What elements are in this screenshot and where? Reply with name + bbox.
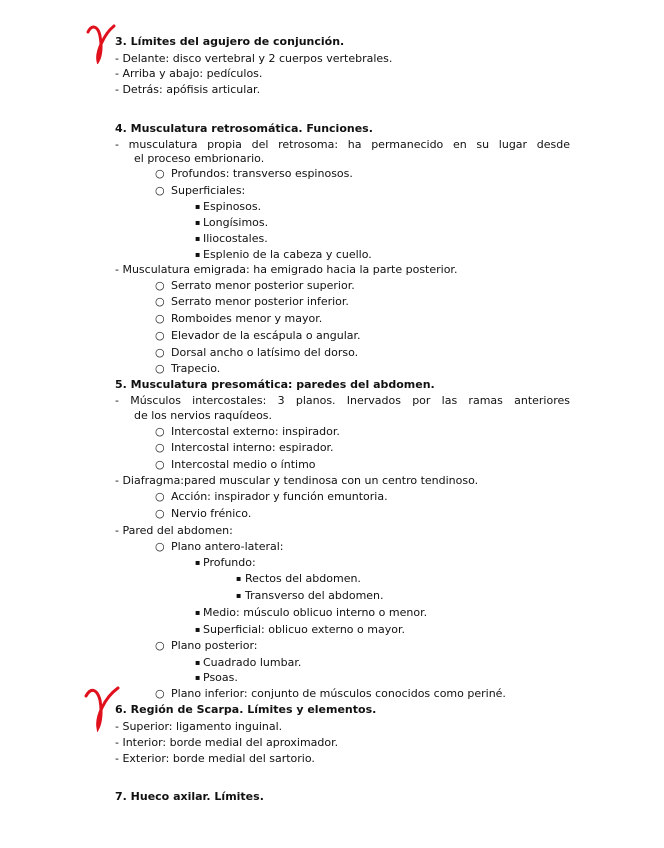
section-3-title: 3. Límites del agujero de conjunción. — [115, 35, 345, 48]
square-bullet: ▪ — [195, 625, 201, 634]
section-4-intro: - musculatura propia del retrosoma: ha permanecido en su lugar desde — [115, 138, 570, 151]
section-3-line: - Arriba y abajo: pedículos. — [115, 67, 263, 80]
list-item: Plano inferior: conjunto de músculos conocidos como periné. — [171, 687, 506, 700]
list-item: Profundo: — [203, 556, 256, 569]
list-item: Cuadrado lumbar. — [203, 656, 302, 669]
square-bullet: ▪ — [236, 591, 242, 600]
section-5-title: 5. Musculatura presomática: paredes del abdomen. — [115, 378, 435, 391]
circle-bullet: ○ — [155, 167, 165, 180]
section-4-intro-cont: el proceso embrionario. — [134, 152, 265, 165]
section-6-title: 6. Región de Scarpa. Límites y elementos. — [115, 703, 377, 716]
list-item: Plano antero-lateral: — [171, 540, 284, 553]
section-5-intercostal: - Músculos intercostales: 3 planos. Inervados por las ramas anteriores — [115, 394, 570, 407]
list-item: Psoas. — [203, 671, 238, 684]
circle-bullet: ○ — [155, 295, 165, 308]
list-item: Romboides menor y mayor. — [171, 312, 323, 325]
list-item: Nervio frénico. — [171, 507, 252, 520]
section-6-line: - Interior: borde medial del aproximador. — [115, 736, 339, 749]
square-bullet: ▪ — [195, 218, 201, 227]
list-item: Trapecio. — [171, 362, 221, 375]
section-7-title: 7. Hueco axilar. Límites. — [115, 790, 264, 803]
circle-bullet: ○ — [155, 458, 165, 471]
circle-bullet: ○ — [155, 312, 165, 325]
list-item: Esplenio de la cabeza y cuello. — [203, 248, 372, 261]
section-4-title: 4. Musculatura retrosomática. Funciones. — [115, 122, 373, 135]
circle-bullet: ○ — [155, 540, 165, 553]
square-bullet: ▪ — [195, 558, 201, 567]
list-item: Superficial: oblicuo externo o mayor. — [203, 623, 405, 636]
section-3-line: - Detrás: apófisis articular. — [115, 83, 261, 96]
circle-bullet: ○ — [155, 441, 165, 454]
list-item: Superficiales: — [171, 184, 246, 197]
square-bullet: ▪ — [236, 574, 242, 583]
square-bullet: ▪ — [195, 673, 201, 682]
list-item: Transverso del abdomen. — [245, 589, 384, 602]
circle-bullet: ○ — [155, 687, 165, 700]
list-item: Profundos: transverso espinosos. — [171, 167, 353, 180]
circle-bullet: ○ — [155, 184, 165, 197]
list-item: Dorsal ancho o latísimo del dorso. — [171, 346, 359, 359]
list-item: Intercostal externo: inspirador. — [171, 425, 340, 438]
section-3-line: - Delante: disco vertebral y 2 cuerpos vertebrales. — [115, 52, 393, 65]
square-bullet: ▪ — [195, 250, 201, 259]
circle-bullet: ○ — [155, 639, 165, 652]
circle-bullet: ○ — [155, 362, 165, 375]
section-5-wall: - Pared del abdomen: — [115, 524, 233, 537]
section-6-line: - Exterior: borde medial del sartorio. — [115, 752, 315, 765]
list-item: Espinosos. — [203, 200, 262, 213]
circle-bullet: ○ — [155, 425, 165, 438]
list-item: Medio: músculo oblicuo interno o menor. — [203, 606, 428, 619]
list-item: Longísimos. — [203, 216, 269, 229]
circle-bullet: ○ — [155, 329, 165, 342]
section-5-diaphragm: - Diafragma:pared muscular y tendinosa con un centro tendinoso. — [115, 474, 479, 487]
list-item: Serrato menor posterior inferior. — [171, 295, 349, 308]
section-4-emigrated: - Musculatura emigrada: ha emigrado hacia la parte posterior. — [115, 263, 458, 276]
square-bullet: ▪ — [195, 202, 201, 211]
circle-bullet: ○ — [155, 279, 165, 292]
list-item: Elevador de la escápula o angular. — [171, 329, 361, 342]
list-item: Rectos del abdomen. — [245, 572, 361, 585]
circle-bullet: ○ — [155, 346, 165, 359]
circle-bullet: ○ — [155, 507, 165, 520]
list-item: Iliocostales. — [203, 232, 268, 245]
list-item: Plano posterior: — [171, 639, 258, 652]
list-item: Acción: inspirador y función emuntoria. — [171, 490, 388, 503]
list-item: Intercostal interno: espirador. — [171, 441, 334, 454]
section-5-intercostal-cont: de los nervios raquídeos. — [134, 409, 273, 422]
section-6-line: - Superior: ligamento inguinal. — [115, 720, 283, 733]
circle-bullet: ○ — [155, 490, 165, 503]
square-bullet: ▪ — [195, 234, 201, 243]
square-bullet: ▪ — [195, 658, 201, 667]
list-item: Intercostal medio o íntimo — [171, 458, 316, 471]
square-bullet: ▪ — [195, 608, 201, 617]
list-item: Serrato menor posterior superior. — [171, 279, 355, 292]
